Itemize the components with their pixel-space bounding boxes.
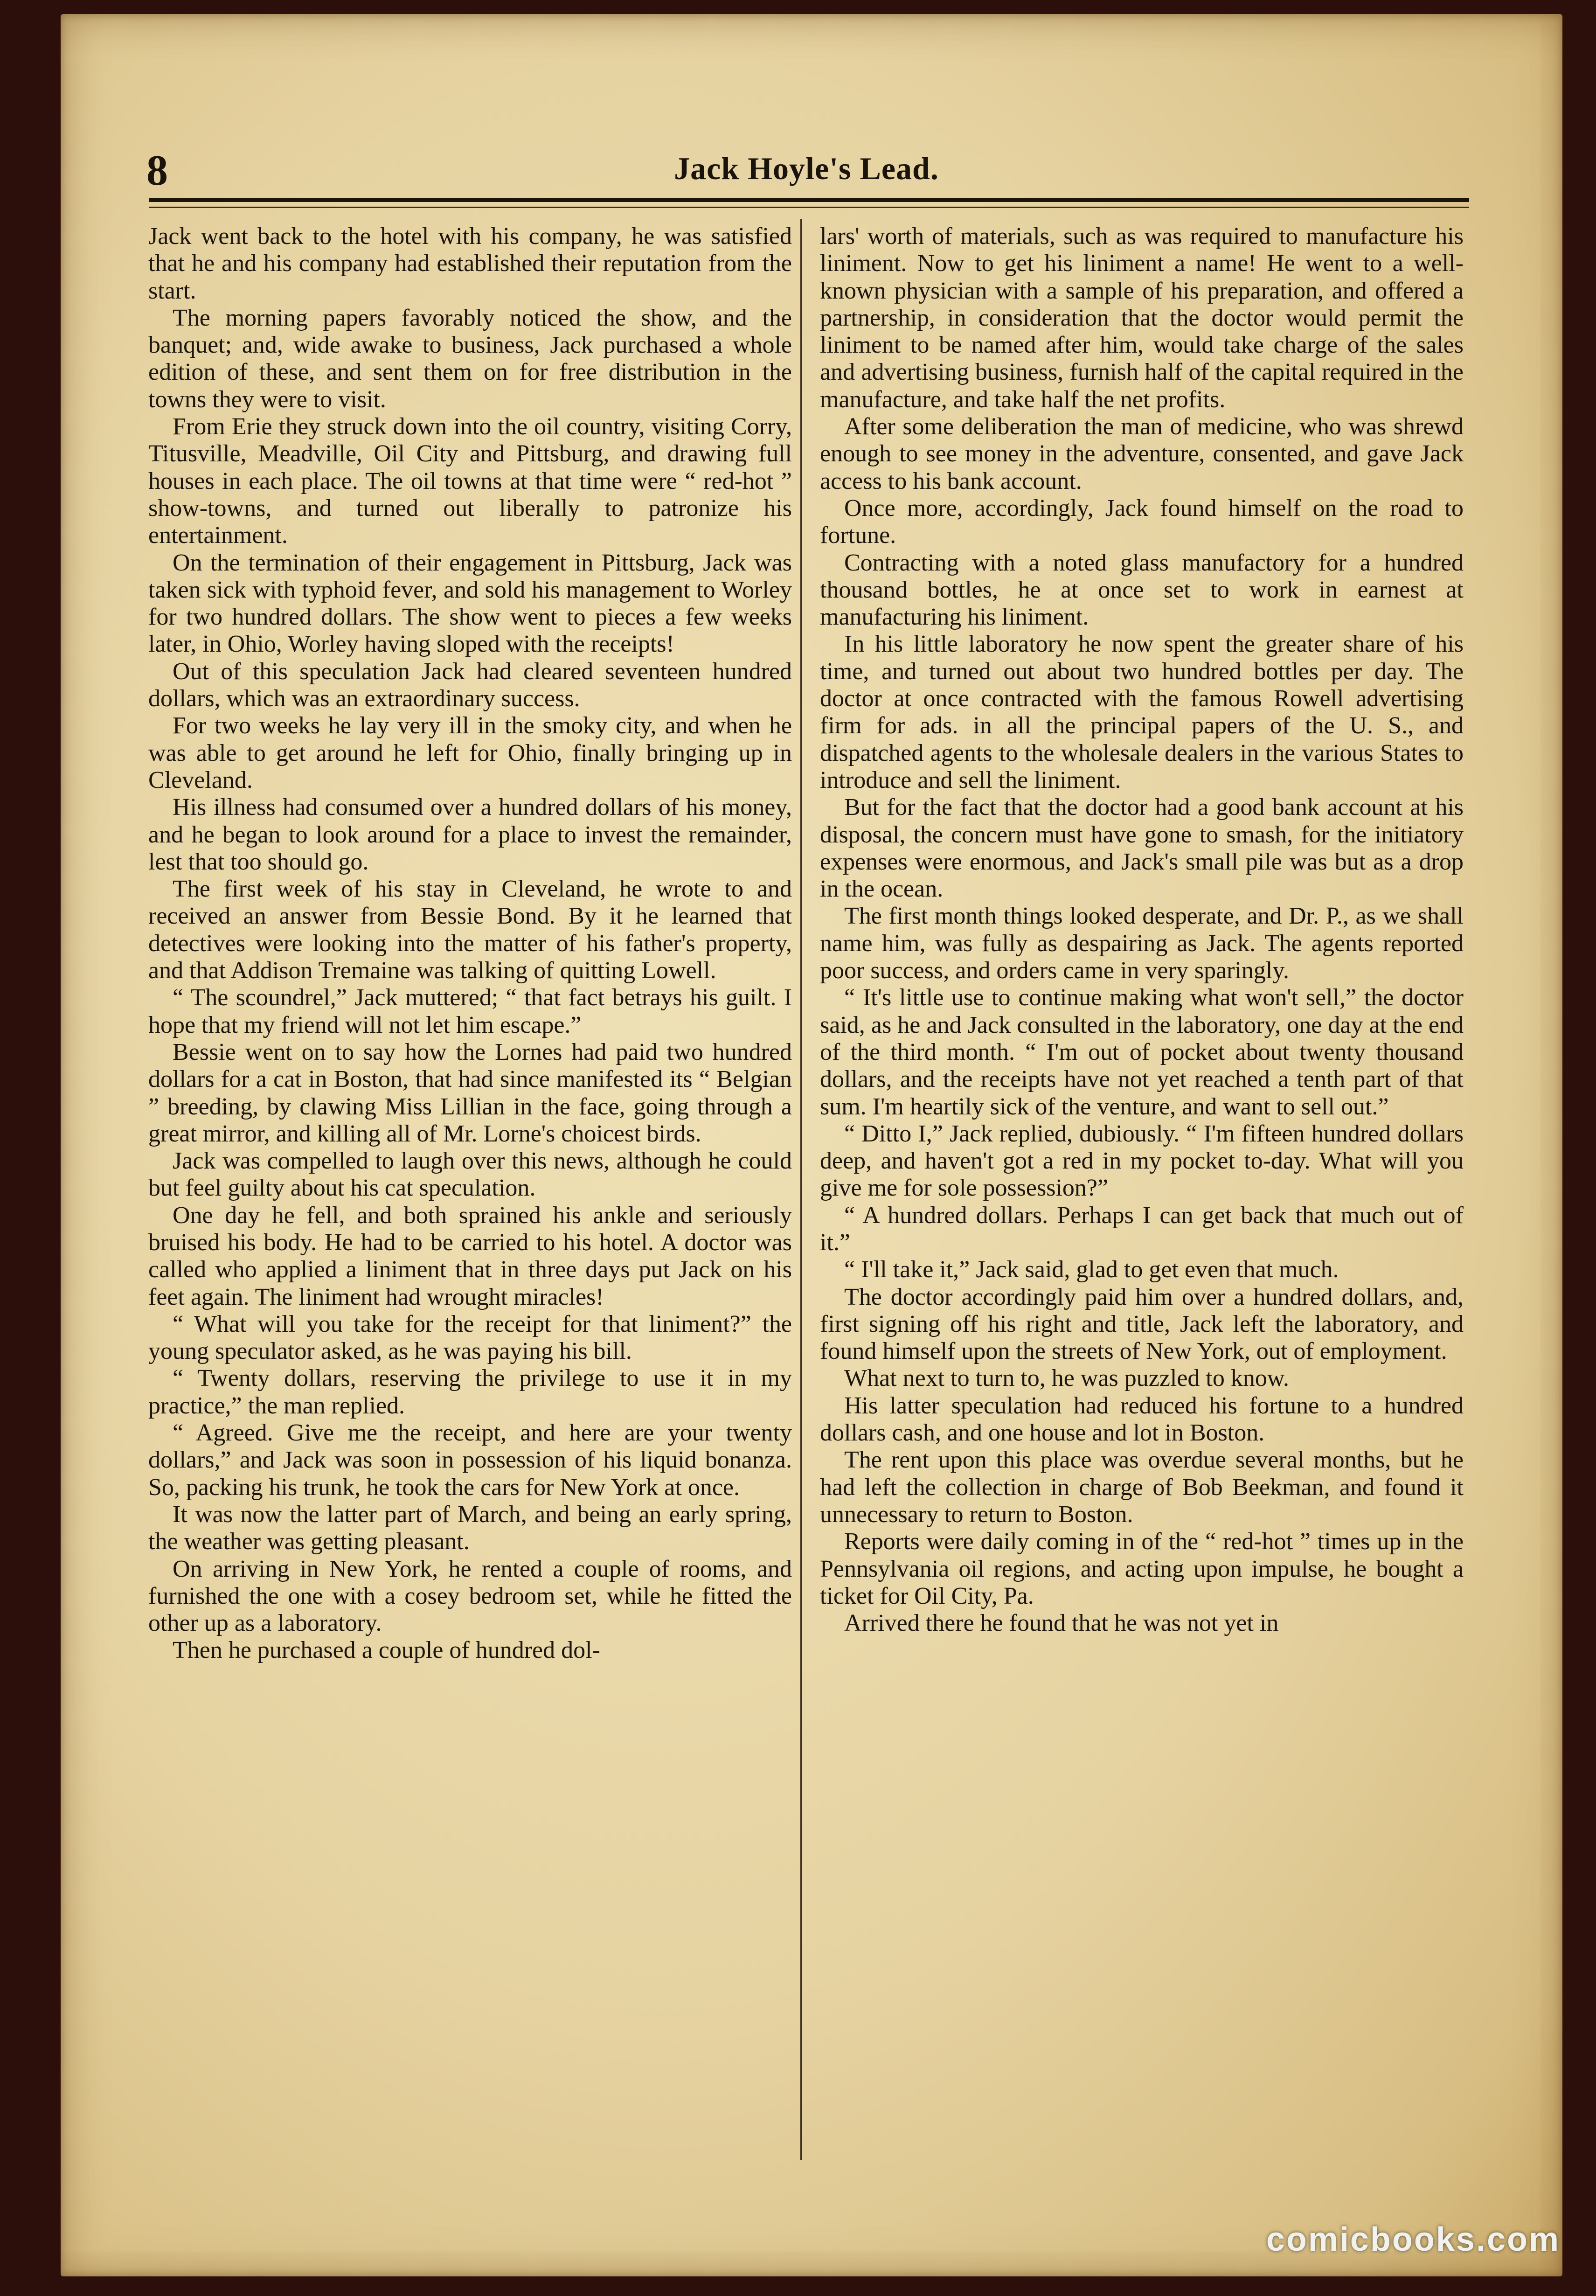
paragraph: For two weeks he lay very ill in the smoky city, and when he was able to get around he left for Ohio, finally bringing up in Cleveland.	[148, 712, 792, 793]
paragraph: The first month things looked desperate, and Dr. P., as we shall name him, was fully as despairing as Jack. The agents reported poor success, and orders came in very sparingly.	[820, 903, 1464, 984]
paragraph: Out of this speculation Jack had cleared seventeen hundred dollars, which was an extraordinary success.	[148, 658, 792, 712]
paragraph: “ It's little use to continue making what won't sell,” the doctor said, as he and Jack consulted in the laboratory, one day at the end of the third month. “ I'm out of pocket about twenty thousand dollars, and the receipts have not yet reached a tenth part of that sum. I'm heartily sick of the venture, and want to sell out.”	[820, 984, 1464, 1120]
paragraph: “ The scoundrel,” Jack muttered; “ that fact betrays his guilt. I hope that my friend will not let him escape.”	[148, 984, 792, 1038]
paragraph: Then he purchased a couple of hundred dol-	[173, 1637, 600, 1664]
column-divider	[800, 219, 802, 2160]
paragraph: One day he fell, and both sprained his ankle and seriously bruised his body. He had to be carried to his hotel. A doctor was called who applied a liniment that in three days put Jack on his feet again. The liniment had wrought miracles!	[148, 1202, 792, 1310]
paragraph: It was now the latter part of March, and being an early spring, the weather was getting pleasant.	[148, 1501, 792, 1555]
paragraph: Jack went back to the hotel with his company, he was satisfied that he and his company had established their reputation from the start.	[148, 223, 792, 304]
paragraph: “ Twenty dollars, reserving the privilege to use it in my practice,” the man replied.	[148, 1365, 792, 1419]
left-column	[148, 223, 792, 2173]
paragraph: On arriving in New York, he rented a couple of rooms, and furnished the one with a cosey bedroom set, while he fitted the other up as a laboratory.	[148, 1555, 792, 1637]
paragraph: The first week of his stay in Cleveland, he wrote to and received an answer from Bessie Bond. By it he learned that detectives were looking into the matter of his father's property, and that Addison Tremaine was talking of quitting Lowell.	[148, 876, 792, 984]
paragraph: The morning papers favorably noticed the show, and the banquet; and, wide awake to business, Jack purchased a whole edition of these, and sent them on for free distribution in the towns they were to visit.	[148, 304, 792, 413]
paragraph: Arrived there he found that he was not yet in	[844, 1610, 1279, 1637]
right-column	[820, 223, 1464, 2173]
paragraph: The rent upon this place was overdue several months, but he had left the collection in charge of Bob Beekman, and found it unnecessary to return to Boston.	[820, 1447, 1464, 1528]
paragraph: The doctor accordingly paid him over a hundred dollars, and, first signing off his right and title, Jack left the laboratory, and found himself upon the streets of New York, out of employment.	[820, 1283, 1464, 1365]
watermark-logo: comicbooks.com	[1266, 2221, 1560, 2258]
running-title: Jack Hoyle's Lead.	[674, 151, 939, 186]
header-rule-thin	[149, 207, 1469, 208]
paragraph: “ A hundred dollars. Perhaps I can get back that much out of it.”	[820, 1202, 1464, 1256]
paragraph: Contracting with a noted glass manufactory for a hundred thousand bottles, he at once set to work in earnest at manufacturing his liniment.	[820, 549, 1464, 631]
paragraph: “ Agreed. Give me the receipt, and here are your twenty dollars,” and Jack was soon in possession of his liquid bonanza. So, packing his trunk, he took the cars for New York at once.	[148, 1419, 792, 1501]
header-rule	[149, 198, 1469, 202]
paragraph: “ I'll take it,” Jack said, glad to get even that much.	[844, 1256, 1339, 1283]
paragraph: Bessie went on to say how the Lornes had paid two hundred dollars for a cat in Boston, that had since manifested its “ Belgian ” breeding, by clawing Miss Lillian in the face, going through a great mirror, and killing all of Mr. Lorne's choicest birds.	[148, 1038, 792, 1147]
paragraph: “ What will you take for the receipt for that liniment?” the young speculator asked, as he was paying his bill.	[148, 1310, 792, 1365]
page-header	[146, 146, 1466, 194]
paragraph: His latter speculation had reduced his fortune to a hundred dollars cash, and one house and lot in Boston.	[820, 1392, 1464, 1447]
paragraph: His illness had consumed over a hundred dollars of his money, and he began to look around for a place to invest the remainder, lest that too should go.	[148, 794, 792, 875]
paragraph: On the termination of their engagement in Pittsburg, Jack was taken sick with typhoid fever, and sold his management to Worley for two hundred dollars. The show went to pieces a few weeks later, in Ohio, Worley having sloped with the receipts!	[148, 549, 792, 658]
paragraph: After some deliberation the man of medicine, who was shrewd enough to see money in the adventure, consented, and gave Jack access to his bank account.	[820, 413, 1464, 494]
paragraph: Jack was compelled to laugh over this news, although he could but feel guilty about his cat speculation.	[148, 1148, 792, 1202]
paragraph: Reports were daily coming in of the “ red-hot ” times up in the Pennsylvania oil regions, and acting upon impulse, he bought a ticket for Oil City, Pa.	[820, 1528, 1464, 1609]
paragraph: “ Ditto I,” Jack replied, dubiously. “ I'm fifteen hundred dollars deep, and haven't got a red in my pocket to-day. What will you give me for sole possession?”	[820, 1120, 1464, 1202]
paragraph: Once more, accordingly, Jack found himself on the road to fortune.	[820, 494, 1464, 549]
page-number: 8	[146, 146, 168, 194]
paragraph: From Erie they struck down into the oil country, visiting Corry, Titusville, Meadville, Oil City and Pittsburg, and drawing full houses in each place. The oil towns at that time were “ red-hot ” show-towns, and turned out liberally to patronize his entertainment.	[148, 413, 792, 549]
paragraph: In his little laboratory he now spent the greater share of his time, and turned out about two hundred bottles per day. The doctor at once contracted with the famous Rowell advertising firm for ads. in all the principal papers of the U. S., and dispatched agents to the wholesale dealers in the various States to introduce and sell the liniment.	[820, 631, 1464, 793]
paragraph: But for the fact that the doctor had a good bank account at his disposal, the concern must have gone to smash, for the initiatory expenses were enormous, and Jack's small pile was but as a drop in the ocean.	[820, 794, 1464, 903]
paragraph: lars' worth of materials, such as was required to manufacture his liniment. Now to get his liniment a name! He went to a well-known physician with a sample of his preparation, and offered a partnership, in consideration that the doctor would permit the liniment to be named after him, would take charge of the sales and advertising business, furnish half of the capital required in the manufacture, and take half the net profits.	[820, 223, 1464, 413]
paragraph: What next to turn to, he was puzzled to know.	[844, 1365, 1290, 1392]
